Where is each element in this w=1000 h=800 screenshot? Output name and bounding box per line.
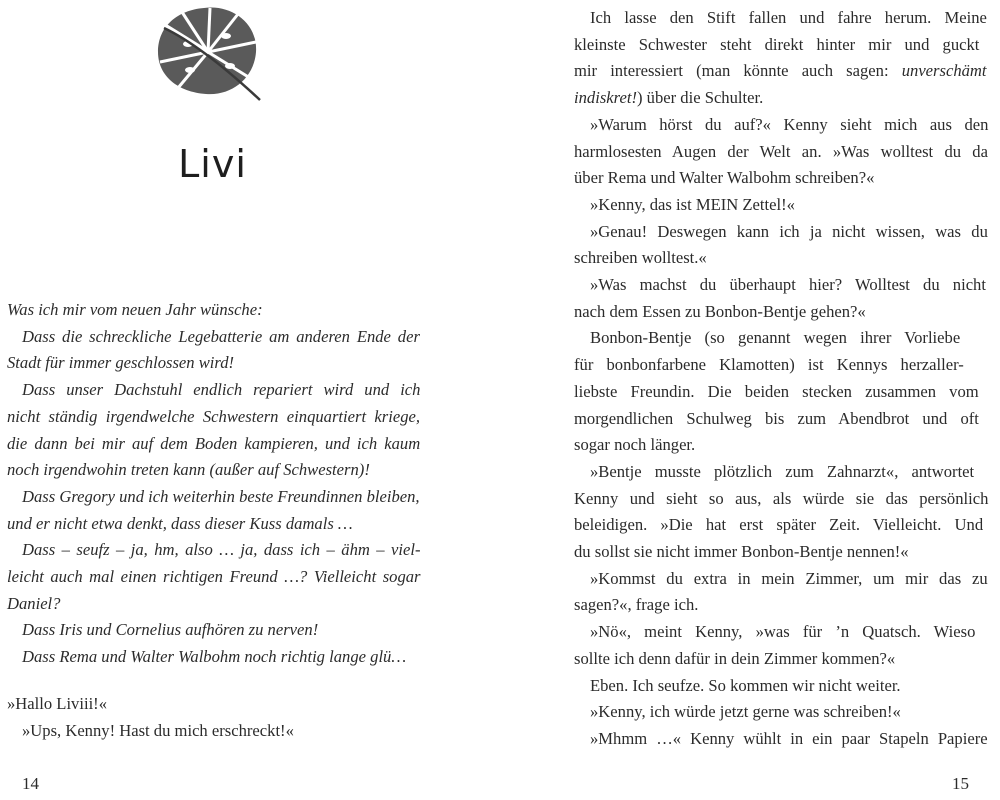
- body-text-line: »Hallo Liviii!«: [7, 694, 108, 713]
- wishlist-line: Dass die schreckliche Legebatterie am anderen Ende der: [22, 326, 420, 346]
- wishlist-line: Was ich mir vom neuen Jahr wünsche:: [7, 300, 263, 319]
- body-text-line: indiskret!) über die Schulter.: [574, 88, 764, 108]
- body-text-line: Eben. Ich seufze. So kommen wir nicht weiter.: [590, 675, 901, 695]
- body-text-line: »Nö«, meint Kenny, »was für ’n Quatsch. Wieso: [590, 622, 976, 642]
- wishlist-line: Dass Gregory und ich weiterhin beste Freundinnen bleiben,: [22, 486, 420, 506]
- body-text-line: mir interessiert (man könnte auch sagen: unverschämt: [574, 61, 987, 81]
- wishlist-line: die dann bei mir auf dem Boden kampieren, und ich kaum: [7, 433, 421, 453]
- wishlist-line: Stadt für immer geschlossen wird!: [7, 353, 235, 373]
- chapter-title: Livi: [178, 142, 247, 186]
- body-text-line: sagen?«, frage ich.: [574, 595, 699, 615]
- wishlist-line: nicht ständig irgendwelche Schwestern einquartiert kriege,: [7, 406, 421, 426]
- body-text-line: kleinste Schwester steht direkt hinter mir und guckt: [574, 34, 980, 54]
- body-text-line: »Mhmm …« Kenny wühlt in ein paar Stapeln Papiere: [590, 728, 988, 748]
- body-text-line: schreiben wolltest.«: [574, 248, 707, 268]
- body-text-line: morgendlichen Schulweg bis zum Abendbrot und oft: [574, 408, 979, 428]
- body-text-line: beleidigen. »Die hat erst später Zeit. Vielleicht. Und: [574, 515, 984, 535]
- body-text-line: »Was machst du überhaupt hier? Wolltest du nicht: [590, 275, 986, 294]
- body-text-line: »Ups, Kenny! Hast du mich erschreckt!«: [22, 720, 294, 740]
- wishlist-line: Dass – seufz – ja, hm, also … ja, dass ich – ähm – viel-: [22, 540, 421, 560]
- wishlist-line: Daniel?: [7, 593, 61, 613]
- body-text-line: »Warum hörst du auf?« Kenny sieht mich aus den: [590, 114, 989, 134]
- body-text-line: »Kenny, das ist MEIN Zettel!«: [590, 194, 795, 214]
- page-number-right: 15: [952, 774, 969, 793]
- body-text-line: liebste Freundin. Die beiden stecken zusammen vom: [574, 381, 979, 401]
- body-text-line: sollte ich denn dafür in dein Zimmer kommen?«: [574, 648, 896, 668]
- body-text-line: harmlosesten Augen der Welt an. »Was wolltest du da: [574, 141, 988, 161]
- wishlist-line: Dass unser Dachstuhl endlich repariert wird und ich: [22, 380, 421, 400]
- body-text-line: für bonbonfarbene Klamotten) ist Kennys herzaller-: [574, 355, 964, 375]
- right-page: [500, 0, 1000, 800]
- wishlist-line: Dass Iris und Cornelius aufhören zu nerven!: [22, 620, 319, 640]
- wishlist-line: leicht auch mal einen richtigen Freund …? Vielleicht sogar: [7, 567, 421, 586]
- wishlist-line: noch irgendwohin treten kann (außer auf Schwestern)!: [7, 460, 370, 480]
- body-text-line: nach dem Essen zu Bonbon-Bentje gehen?«: [574, 301, 866, 321]
- page-number-left: 14: [22, 774, 39, 793]
- body-text-line: »Bentje musste plötzlich zum Zahnarzt«, antwortet: [590, 461, 975, 481]
- body-text-line: »Kommst du extra in mein Zimmer, um mir das zu: [590, 568, 988, 588]
- wishlist-line: und er nicht etwa denkt, dass dieser Kuss damals …: [7, 513, 353, 533]
- body-text-line: du sollst sie nicht immer Bonbon-Bentje nennen!«: [574, 542, 909, 561]
- body-text-line: Bonbon-Bentje (so genannt wegen ihrer Vorliebe: [590, 328, 961, 348]
- body-text-line: »Kenny, ich würde jetzt gerne was schreiben!«: [590, 702, 901, 722]
- body-text-line: über Rema und Walter Walbohm schreiben?«: [574, 168, 875, 188]
- body-text-line: »Genau! Deswegen kann ich ja nicht wissen, was du: [590, 221, 988, 241]
- body-text-line: sogar noch länger.: [574, 435, 696, 455]
- body-text-line: Ich lasse den Stift fallen und fahre herum. Meine: [590, 8, 987, 27]
- body-text-line: Kenny und sieht so aus, als würde sie das persönlich: [574, 488, 989, 508]
- monstera-leaf-icon: [152, 2, 264, 102]
- wishlist-line: Dass Rema und Walter Walbohm noch richtig lange glü…: [22, 647, 407, 667]
